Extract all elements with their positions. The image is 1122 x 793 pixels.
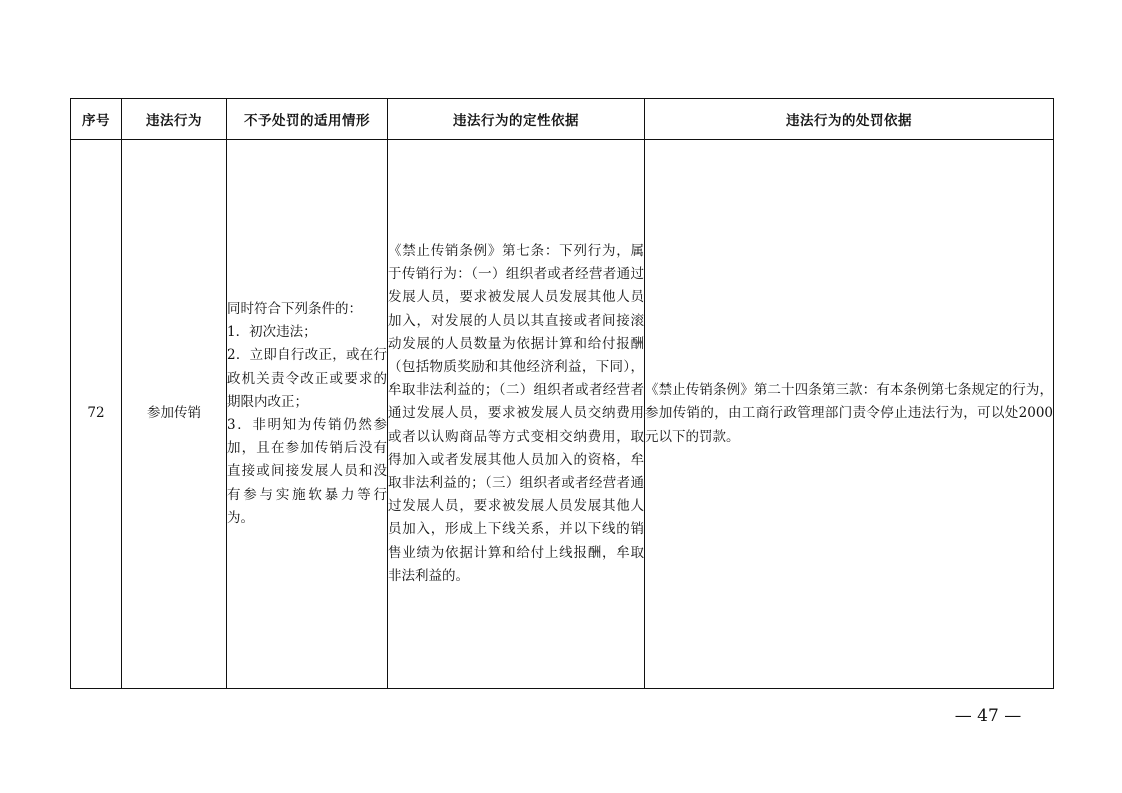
- cell-exemption: 同时符合下列条件的： 1．初次违法； 2．立即自行改正，或在行政机关责令改正或要求的期限内改正； 3．非明知为传销仍然参加，且在参加传销后没有直接或间接发展人员和没有参与实施软暴力等行为。: [227, 140, 388, 689]
- cell-index: 72: [71, 140, 122, 689]
- header-basis-penalty: 违法行为的处罚依据: [645, 99, 1054, 140]
- page-number: — 47 —: [954, 706, 1022, 726]
- table-row: [71, 140, 1054, 689]
- cell-basis-penalty: 《禁止传销条例》第二十四条第三款：有本条例第七条规定的行为，参加传销的，由工商行政管理部门责令停止违法行为，可以处2000元以下的罚款。: [645, 140, 1054, 689]
- cell-violation: 参加传销: [122, 140, 227, 689]
- header-exemption: 不予处罚的适用情形: [227, 99, 388, 140]
- header-index: 序号: [71, 99, 122, 140]
- regulation-table: [70, 98, 1054, 689]
- header-basis-definition: 违法行为的定性依据: [388, 99, 645, 140]
- cell-basis-definition: 《禁止传销条例》第七条：下列行为，属于传销行为：（一）组织者或者经营者通过发展人员，要求被发展人员发展其他人员加入，对发展的人员以其直接或者间接滚动发展的人员数量为依据计算和给付报酬（包括物质奖励和其他经济利益，下同），牟取非法利益的；（二）组织者或者经营者通过发展人员，要求被发展人员交纳费用或者以认购商品等方式变相交纳费用，取得加入或者发展其他人员加入的资格，牟取非法利益的；（三）组织者或者经营者通过发展人员，要求被发展人员发展其他人员加入，形成上下线关系，并以下线的销售业绩为依据计算和给付上线报酬，牟取非法利益的。: [388, 140, 645, 689]
- table-header-row: [71, 99, 1054, 140]
- header-violation: 违法行为: [122, 99, 227, 140]
